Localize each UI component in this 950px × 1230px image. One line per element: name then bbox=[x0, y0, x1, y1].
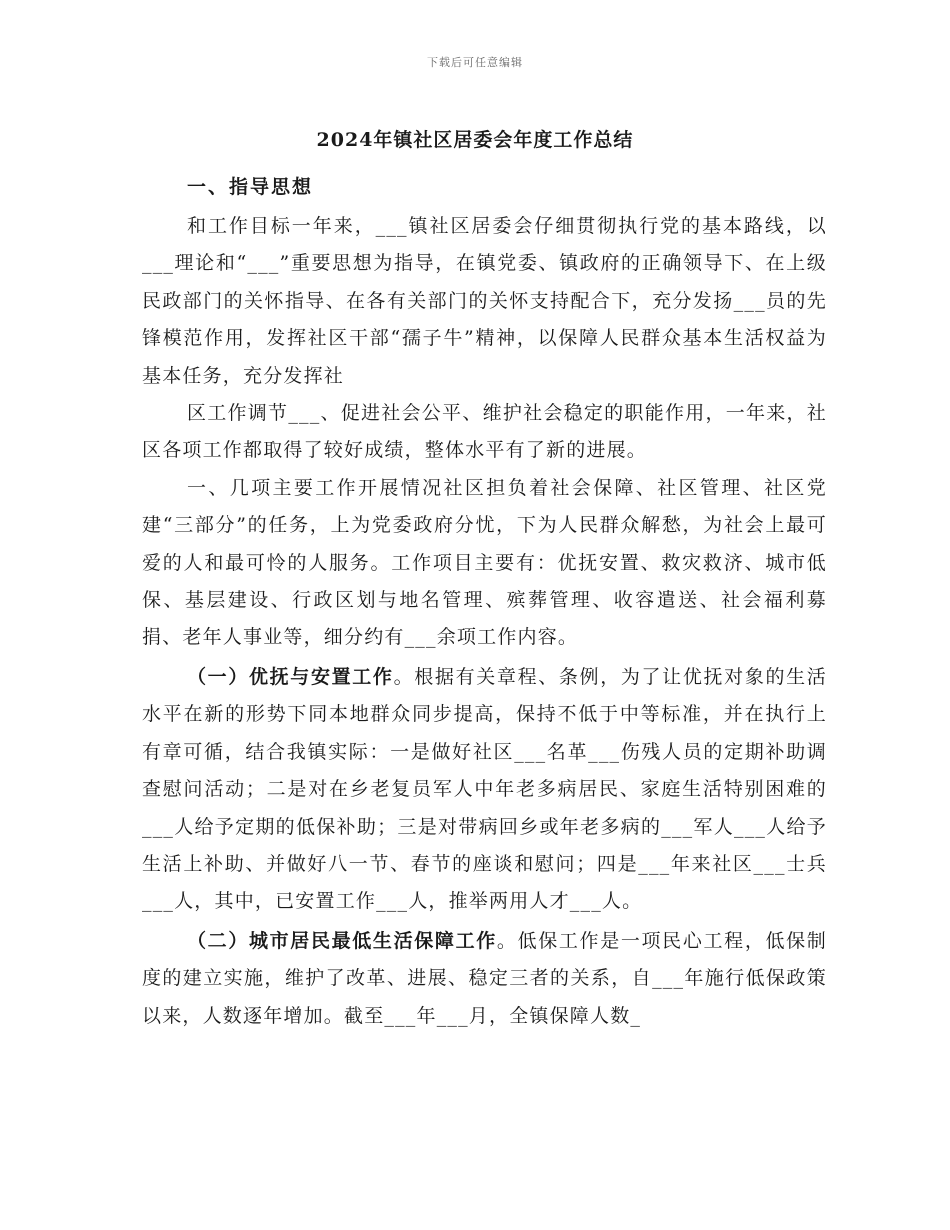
subsection-heading-2: （二）城市居民最低生活保障工作 bbox=[187, 929, 497, 952]
subsection-heading-1: （一）优抚与安置工作 bbox=[187, 665, 394, 688]
paragraph-5-text: 。低保工作是一项民心工程，低保制度的建立实施，维护了改革、进展、稳定三者的关系，自___年施行低保政策以来，人数逐年增加。截至___年___月，全镇保障人数_ bbox=[142, 929, 827, 1027]
paragraph-5 bbox=[142, 923, 827, 1035]
header-note: 下载后可任意编辑 bbox=[427, 56, 523, 69]
section-heading: 一、指导思想 bbox=[187, 176, 314, 198]
document-body bbox=[142, 172, 827, 1035]
paragraph-4-text: 。根据有关章程、条例，为了让优抚对象的生活水平在新的形势下同本地群众同步提高，保持不低于中等标准，并在执行上有章可循，结合我镇实际：一是做好社区___名革___伤残人员的定期补助调查慰问活动；二是对在乡老复员军人中年老多病居民、家庭生活特别困难的___人给予定期的低保补助；三是对带病回乡或年老多病的___军人___人给予生活上补助、并做好八一节、春节的座谈和慰问；四是___年来社区___士兵___人，其中，已安置工作___人，推举两用人才___人。 bbox=[142, 665, 827, 913]
paragraph-4 bbox=[142, 659, 827, 921]
paragraph-2: 区工作调节___、促进社会公平、维护社会稳定的职能作用，一年来，社区各项工作都取得了较好成绩，整体水平有了新的进展。 bbox=[142, 402, 827, 462]
paragraph-1: 和工作目标一年来，___镇社区居委会仔细贯彻执行党的基本路线，以___理论和“___”重要思想为指导，在镇党委、镇政府的正确领导下、在上级民政部门的关怀指导、在各有关部门的关怀支持配合下，充分发扬___员的先锋模范作用，发挥社区干部“孺子牛”精神，以保障人民群众基本生活权益为基本任务，充分发挥社 bbox=[142, 215, 827, 387]
paragraph-3: 一、几项主要工作开展情况社区担负着社会保障、社区管理、社区党建“三部分”的任务，上为党委政府分忧，下为人民群众解愁，为社会上最可爱的人和最可怜的人服务。工作项目主要有：优抚安置、救灾救济、城市低保、基层建设、行政区划与地名管理、殡葬管理、收容遣送、社会福利募捐、老年人事业等，细分约有___余项工作内容。 bbox=[142, 476, 827, 649]
document-title: 2024年镇社区居委会年度工作总结 bbox=[316, 129, 634, 151]
